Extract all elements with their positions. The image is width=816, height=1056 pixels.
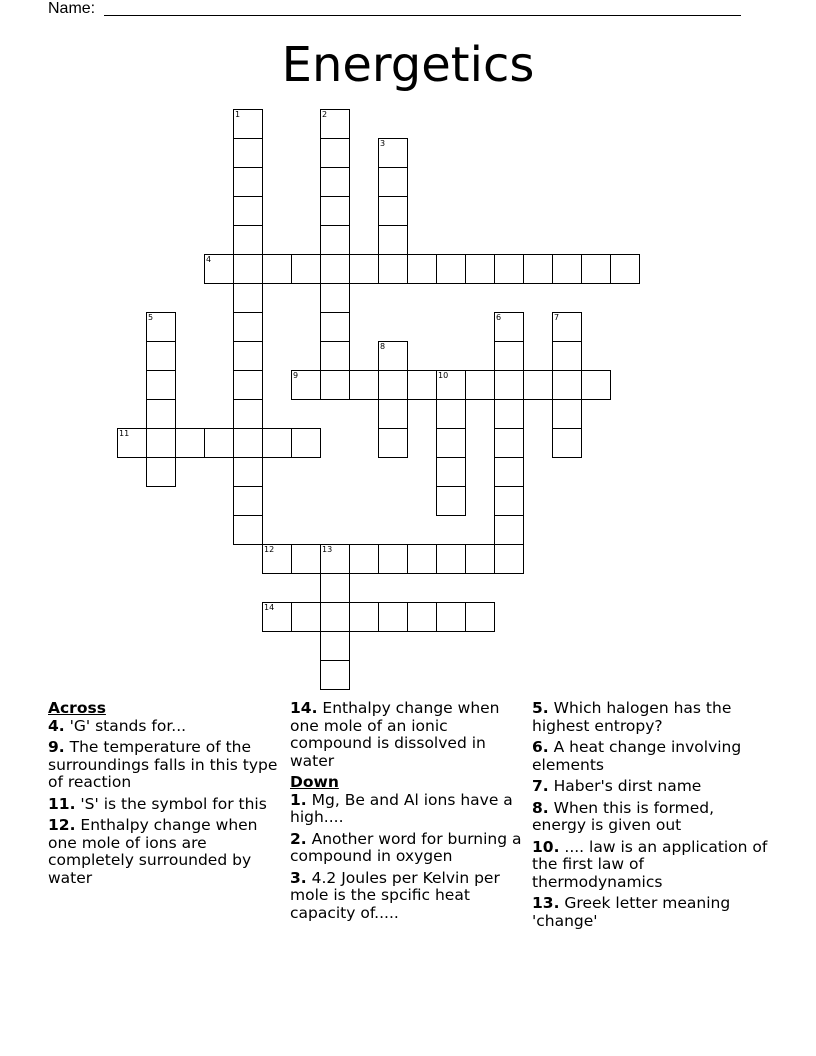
grid-cell[interactable] xyxy=(233,341,263,371)
clue-down-2: 2. Another word for burning a compound in oxygen xyxy=(290,829,522,865)
grid-cell[interactable] xyxy=(320,167,350,197)
puzzle-title: Energetics xyxy=(281,37,535,93)
grid-cell[interactable] xyxy=(465,254,495,284)
grid-cell[interactable] xyxy=(320,312,350,342)
grid-cell[interactable] xyxy=(320,283,350,313)
grid-cell[interactable] xyxy=(233,457,263,487)
grid-cell[interactable] xyxy=(349,254,379,284)
grid-cell[interactable] xyxy=(494,312,524,342)
grid-cell[interactable] xyxy=(233,515,263,545)
grid-cell[interactable] xyxy=(204,254,234,284)
clue-column-2 xyxy=(290,700,526,926)
grid-cell[interactable] xyxy=(320,196,350,226)
grid-cell[interactable] xyxy=(436,428,466,458)
grid-cell[interactable] xyxy=(494,544,524,574)
grid-cell[interactable] xyxy=(378,399,408,429)
grid-cell[interactable] xyxy=(494,457,524,487)
grid-cell[interactable] xyxy=(494,515,524,545)
grid-cell[interactable] xyxy=(494,370,524,400)
grid-cell[interactable] xyxy=(349,370,379,400)
clue-down-10: 10. .... law is an application of the first law of thermodynamics xyxy=(532,837,768,891)
grid-cell[interactable] xyxy=(320,341,350,371)
grid-cell[interactable] xyxy=(146,457,176,487)
grid-cell[interactable] xyxy=(552,399,582,429)
grid-cell[interactable] xyxy=(436,602,466,632)
grid-cell[interactable] xyxy=(581,254,611,284)
clue-number: 9 xyxy=(293,371,299,380)
down-heading: Down xyxy=(290,773,339,791)
grid-cell[interactable] xyxy=(378,341,408,371)
clue-number: 11 xyxy=(119,429,130,438)
grid-cell[interactable] xyxy=(494,399,524,429)
grid-cell[interactable] xyxy=(291,370,321,400)
grid-cell[interactable] xyxy=(465,602,495,632)
grid-cell[interactable] xyxy=(552,370,582,400)
grid-cell[interactable] xyxy=(552,428,582,458)
grid-cell[interactable] xyxy=(378,138,408,168)
grid-cell[interactable] xyxy=(407,254,437,284)
grid-cell[interactable] xyxy=(378,544,408,574)
grid-cell[interactable] xyxy=(233,428,263,458)
clue-number: 1 xyxy=(235,110,241,119)
grid-cell[interactable] xyxy=(204,428,234,458)
grid-cell[interactable] xyxy=(552,341,582,371)
clue-down-13: 13. Greek letter meaning 'change' xyxy=(532,894,731,930)
clue-number: 12 xyxy=(264,545,275,554)
clue-across-14: 14. Enthalpy change when one mole of an ionic compound is dissolved in water xyxy=(290,699,500,770)
grid-cell[interactable] xyxy=(378,196,408,226)
grid-cell[interactable] xyxy=(378,254,408,284)
grid-cell[interactable] xyxy=(349,544,379,574)
grid-cell[interactable] xyxy=(378,167,408,197)
grid-cell[interactable] xyxy=(262,254,292,284)
grid-cell[interactable] xyxy=(291,602,321,632)
grid-cell[interactable] xyxy=(233,254,263,284)
grid-cell[interactable] xyxy=(291,428,321,458)
grid-cell[interactable] xyxy=(233,138,263,168)
grid-cell[interactable] xyxy=(436,544,466,574)
clue-number: 3 xyxy=(380,139,386,148)
grid-cell[interactable] xyxy=(233,370,263,400)
grid-cell[interactable] xyxy=(320,631,350,661)
grid-cell[interactable] xyxy=(581,370,611,400)
grid-cell[interactable] xyxy=(494,341,524,371)
grid-cell[interactable] xyxy=(378,602,408,632)
grid-cell[interactable] xyxy=(436,399,466,429)
grid-cell[interactable] xyxy=(407,544,437,574)
grid-cell[interactable] xyxy=(320,138,350,168)
clue-number: 7 xyxy=(554,313,560,322)
grid-cell[interactable] xyxy=(523,370,553,400)
clue-number: 5 xyxy=(148,313,154,322)
grid-cell[interactable] xyxy=(494,254,524,284)
grid-cell[interactable] xyxy=(436,486,466,516)
grid-cell[interactable] xyxy=(378,370,408,400)
grid-cell[interactable] xyxy=(175,428,205,458)
grid-cell[interactable] xyxy=(320,370,350,400)
clue-number: 14 xyxy=(264,603,275,612)
clue-number: 13 xyxy=(322,545,333,554)
grid-cell[interactable] xyxy=(349,602,379,632)
grid-cell[interactable] xyxy=(465,370,495,400)
grid-cell[interactable] xyxy=(320,225,350,255)
clue-down-1: 1. Mg, Be and Al ions have a high.... xyxy=(290,790,513,826)
grid-cell[interactable] xyxy=(117,428,147,458)
grid-cell[interactable] xyxy=(233,312,263,342)
grid-cell[interactable] xyxy=(291,544,321,574)
across-heading: Across xyxy=(48,699,106,717)
grid-cell[interactable] xyxy=(552,254,582,284)
grid-cell[interactable] xyxy=(262,602,292,632)
clue-down-3: 3. 4.2 Joules per Kelvin per mole is the spcific heat capacity of..... xyxy=(290,868,500,922)
clue-down-5: 5. Which halogen has the highest entropy? xyxy=(532,699,732,735)
grid-cell[interactable] xyxy=(320,254,350,284)
clue-down-8: 8. When this is formed, energy is given out xyxy=(532,798,715,834)
clue-down-6: 6. A heat change involving elements xyxy=(532,738,742,774)
grid-cell[interactable] xyxy=(378,428,408,458)
grid-cell[interactable] xyxy=(436,457,466,487)
grid-cell[interactable] xyxy=(320,602,350,632)
clue-across-11: 11. 'S' is the symbol for this xyxy=(48,794,267,813)
grid-cell[interactable] xyxy=(378,225,408,255)
grid-cell[interactable] xyxy=(523,254,553,284)
grid-cell[interactable] xyxy=(233,196,263,226)
grid-cell[interactable] xyxy=(320,573,350,603)
grid-cell[interactable] xyxy=(262,544,292,574)
clue-number: 4 xyxy=(206,255,212,264)
grid-cell[interactable] xyxy=(494,428,524,458)
grid-cell[interactable] xyxy=(465,544,495,574)
clue-down-7: 7. Haber's dirst name xyxy=(532,777,702,795)
grid-cell[interactable] xyxy=(146,312,176,342)
clue-number: 10 xyxy=(438,371,449,380)
grid-cell[interactable] xyxy=(436,254,466,284)
clue-column-1 xyxy=(48,700,284,891)
grid-cell[interactable] xyxy=(233,283,263,313)
grid-cell[interactable] xyxy=(407,370,437,400)
grid-cell[interactable] xyxy=(291,254,321,284)
grid-cell[interactable] xyxy=(146,399,176,429)
grid-cell[interactable] xyxy=(146,370,176,400)
grid-cell[interactable] xyxy=(233,399,263,429)
grid-cell[interactable] xyxy=(494,486,524,516)
grid-cell[interactable] xyxy=(233,167,263,197)
grid-cell[interactable] xyxy=(436,370,466,400)
clue-column-3 xyxy=(532,700,768,934)
clue-across-12: 12. Enthalpy change when one mole of ions are completely surrounded by water xyxy=(48,816,258,887)
clue-across-4: 4. 'G' stands for... xyxy=(48,716,187,735)
clue-number: 6 xyxy=(496,313,502,322)
grid-cell[interactable] xyxy=(233,486,263,516)
grid-cell[interactable] xyxy=(233,109,263,139)
grid-cell[interactable] xyxy=(407,602,437,632)
clue-number: 2 xyxy=(322,110,328,119)
grid-cell[interactable] xyxy=(320,660,350,690)
grid-cell[interactable] xyxy=(146,428,176,458)
grid-cell[interactable] xyxy=(233,225,263,255)
grid-cell[interactable] xyxy=(320,109,350,139)
clue-number: 8 xyxy=(380,342,386,351)
name-label: Name: xyxy=(48,0,96,17)
grid-cell[interactable] xyxy=(320,544,350,574)
grid-cell[interactable] xyxy=(552,312,582,342)
clue-across-9: 9. The temperature of the surroundings falls in this type of reaction xyxy=(48,738,278,791)
grid-cell[interactable] xyxy=(610,254,640,284)
grid-cell[interactable] xyxy=(146,341,176,371)
grid-cell[interactable] xyxy=(262,428,292,458)
